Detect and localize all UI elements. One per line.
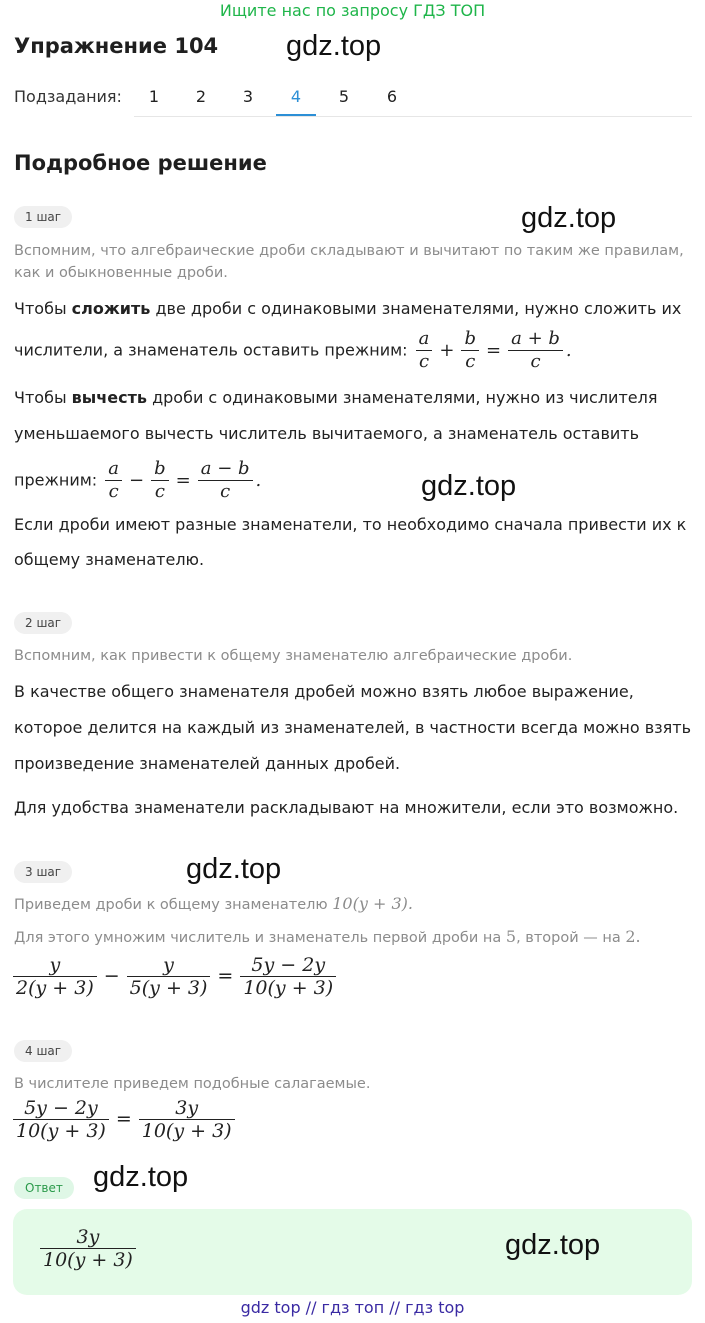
tab-subtask-1[interactable]: 1 xyxy=(148,87,160,106)
watermark: gdz.top xyxy=(93,1161,189,1193)
numerator: 3y xyxy=(76,1226,100,1248)
period: . xyxy=(255,469,262,491)
denominator: c xyxy=(461,350,479,373)
step-text xyxy=(14,380,657,416)
step-text: Для удобства знаменатели раскладывают на множители, если это возможно. xyxy=(14,798,679,817)
numerator: 3y xyxy=(175,1097,199,1119)
numerator: 5y − 2y xyxy=(24,1097,98,1119)
step-text: В качестве общего знаменателя дробей можно взять любое выражение, xyxy=(14,682,634,701)
text-part: прежним: xyxy=(14,470,98,490)
watermark: gdz.top xyxy=(421,470,517,502)
hint-text: Приведем дроби к общему знаменателю xyxy=(14,897,328,913)
tab-subtask-5[interactable]: 5 xyxy=(338,87,350,106)
step-hint: как и обыкновенные дроби. xyxy=(14,265,228,281)
tab-subtask-3[interactable]: 3 xyxy=(242,87,254,106)
denominator: 2(y + 3) xyxy=(13,976,97,999)
numerator: y xyxy=(163,954,174,976)
hint-text: , второй — на xyxy=(516,930,621,946)
step-badge: 2 шаг xyxy=(14,612,72,634)
period: . xyxy=(565,339,572,361)
operator: + xyxy=(439,339,455,361)
subtasks-label: Подзадания: xyxy=(14,87,122,106)
numerator: b xyxy=(464,328,477,349)
numerator: a xyxy=(418,328,430,349)
operator: − xyxy=(129,469,145,491)
step-hint xyxy=(14,893,413,916)
promo-banner[interactable]: Ищите нас по запросу ГДЗ ТОП xyxy=(219,1,486,20)
step-text: Если дроби имеют разные знаменатели, то необходимо сначала привести их к xyxy=(14,515,687,534)
denominator: 10(y + 3) xyxy=(40,1248,136,1271)
solution-title: Подробное решение xyxy=(14,151,267,175)
numerator: a xyxy=(108,458,120,479)
operator: = xyxy=(175,469,191,491)
operator: = xyxy=(217,964,234,987)
step-text: которое делится на каждый из знаменателей, в частности всегда можно взять xyxy=(14,718,692,737)
formula-common-denominator xyxy=(10,954,339,999)
step-text xyxy=(14,291,681,327)
text-part: две дроби с одинаковыми знаменателями, нужно сложить их xyxy=(150,299,682,318)
formula-add xyxy=(413,328,572,372)
step-hint xyxy=(14,926,641,949)
denominator: c xyxy=(151,480,169,503)
bold-term: вычесть xyxy=(71,388,147,407)
step-badge: 4 шаг xyxy=(14,1040,72,1062)
step-text xyxy=(14,458,261,503)
denominator: 10(y + 3) xyxy=(13,1119,109,1142)
answer-formula xyxy=(37,1226,139,1271)
text-part: Чтобы xyxy=(14,388,72,407)
step-text: уменьшаемого вычесть числитель вычитаемого, а знаменатель оставить xyxy=(14,424,640,443)
numerator: y xyxy=(49,954,61,976)
denominator: c xyxy=(105,480,122,503)
numerator: a + b xyxy=(511,328,560,349)
tab-subtask-2[interactable]: 2 xyxy=(195,87,207,106)
numerator: a − b xyxy=(200,458,250,479)
formula-subtract xyxy=(102,458,262,502)
answer-badge: Ответ xyxy=(14,1177,74,1199)
hint-text: Для этого умножим числитель и знаменатель первой дроби на xyxy=(14,930,502,946)
operator: − xyxy=(103,964,120,987)
tab-subtask-6[interactable]: 6 xyxy=(386,87,398,106)
step-hint: В числителе приведем подобные салагаемые. xyxy=(14,1076,371,1092)
footer-links[interactable]: gdz top // гдз топ // гдз top xyxy=(240,1298,465,1317)
formula-simplify xyxy=(10,1097,238,1142)
step-hint: Вспомним, как привести к общему знаменателю алгебраические дроби. xyxy=(14,648,573,664)
step-badge: 3 шаг xyxy=(14,861,72,883)
step-text: произведение знаменателей данных дробей. xyxy=(14,754,401,773)
tab-subtask-4[interactable]: 4 xyxy=(276,78,316,116)
operator: = xyxy=(115,1107,132,1130)
denominator: c xyxy=(416,350,433,373)
text-part: числители, а знаменатель оставить прежним: xyxy=(14,340,408,360)
text-part: Чтобы xyxy=(14,299,72,318)
denominator: 10(y + 3) xyxy=(139,1119,235,1142)
operator: = xyxy=(486,339,502,361)
watermark: gdz.top xyxy=(186,853,282,885)
text-part: дроби с одинаковыми знаменателями, нужно из числителя xyxy=(146,388,658,407)
step-text: общему знаменателю. xyxy=(14,550,205,569)
hint-math: 5 xyxy=(505,927,517,946)
denominator: c xyxy=(198,480,253,503)
step-badge: 1 шаг xyxy=(14,206,72,228)
step-hint: Вспомним, что алгебраические дроби складывают и вычитают по таким же правилам, xyxy=(14,243,684,259)
hint-math: 2. xyxy=(625,927,641,946)
numerator: 5y − 2y xyxy=(251,954,326,976)
watermark: gdz.top xyxy=(286,30,382,62)
watermark: gdz.top xyxy=(505,1229,601,1261)
numerator: b xyxy=(154,458,166,479)
hint-math: 10(y + 3). xyxy=(332,894,413,913)
answer-box xyxy=(13,1209,692,1295)
watermark: gdz.top xyxy=(521,202,617,234)
denominator: 5(y + 3) xyxy=(127,976,211,999)
subtask-tabs xyxy=(134,78,692,117)
page-title: Упражнение 104 xyxy=(14,34,219,58)
denominator: 10(y + 3) xyxy=(240,976,336,999)
bold-term: сложить xyxy=(71,299,151,318)
step-text xyxy=(14,328,572,373)
denominator: c xyxy=(508,350,563,373)
